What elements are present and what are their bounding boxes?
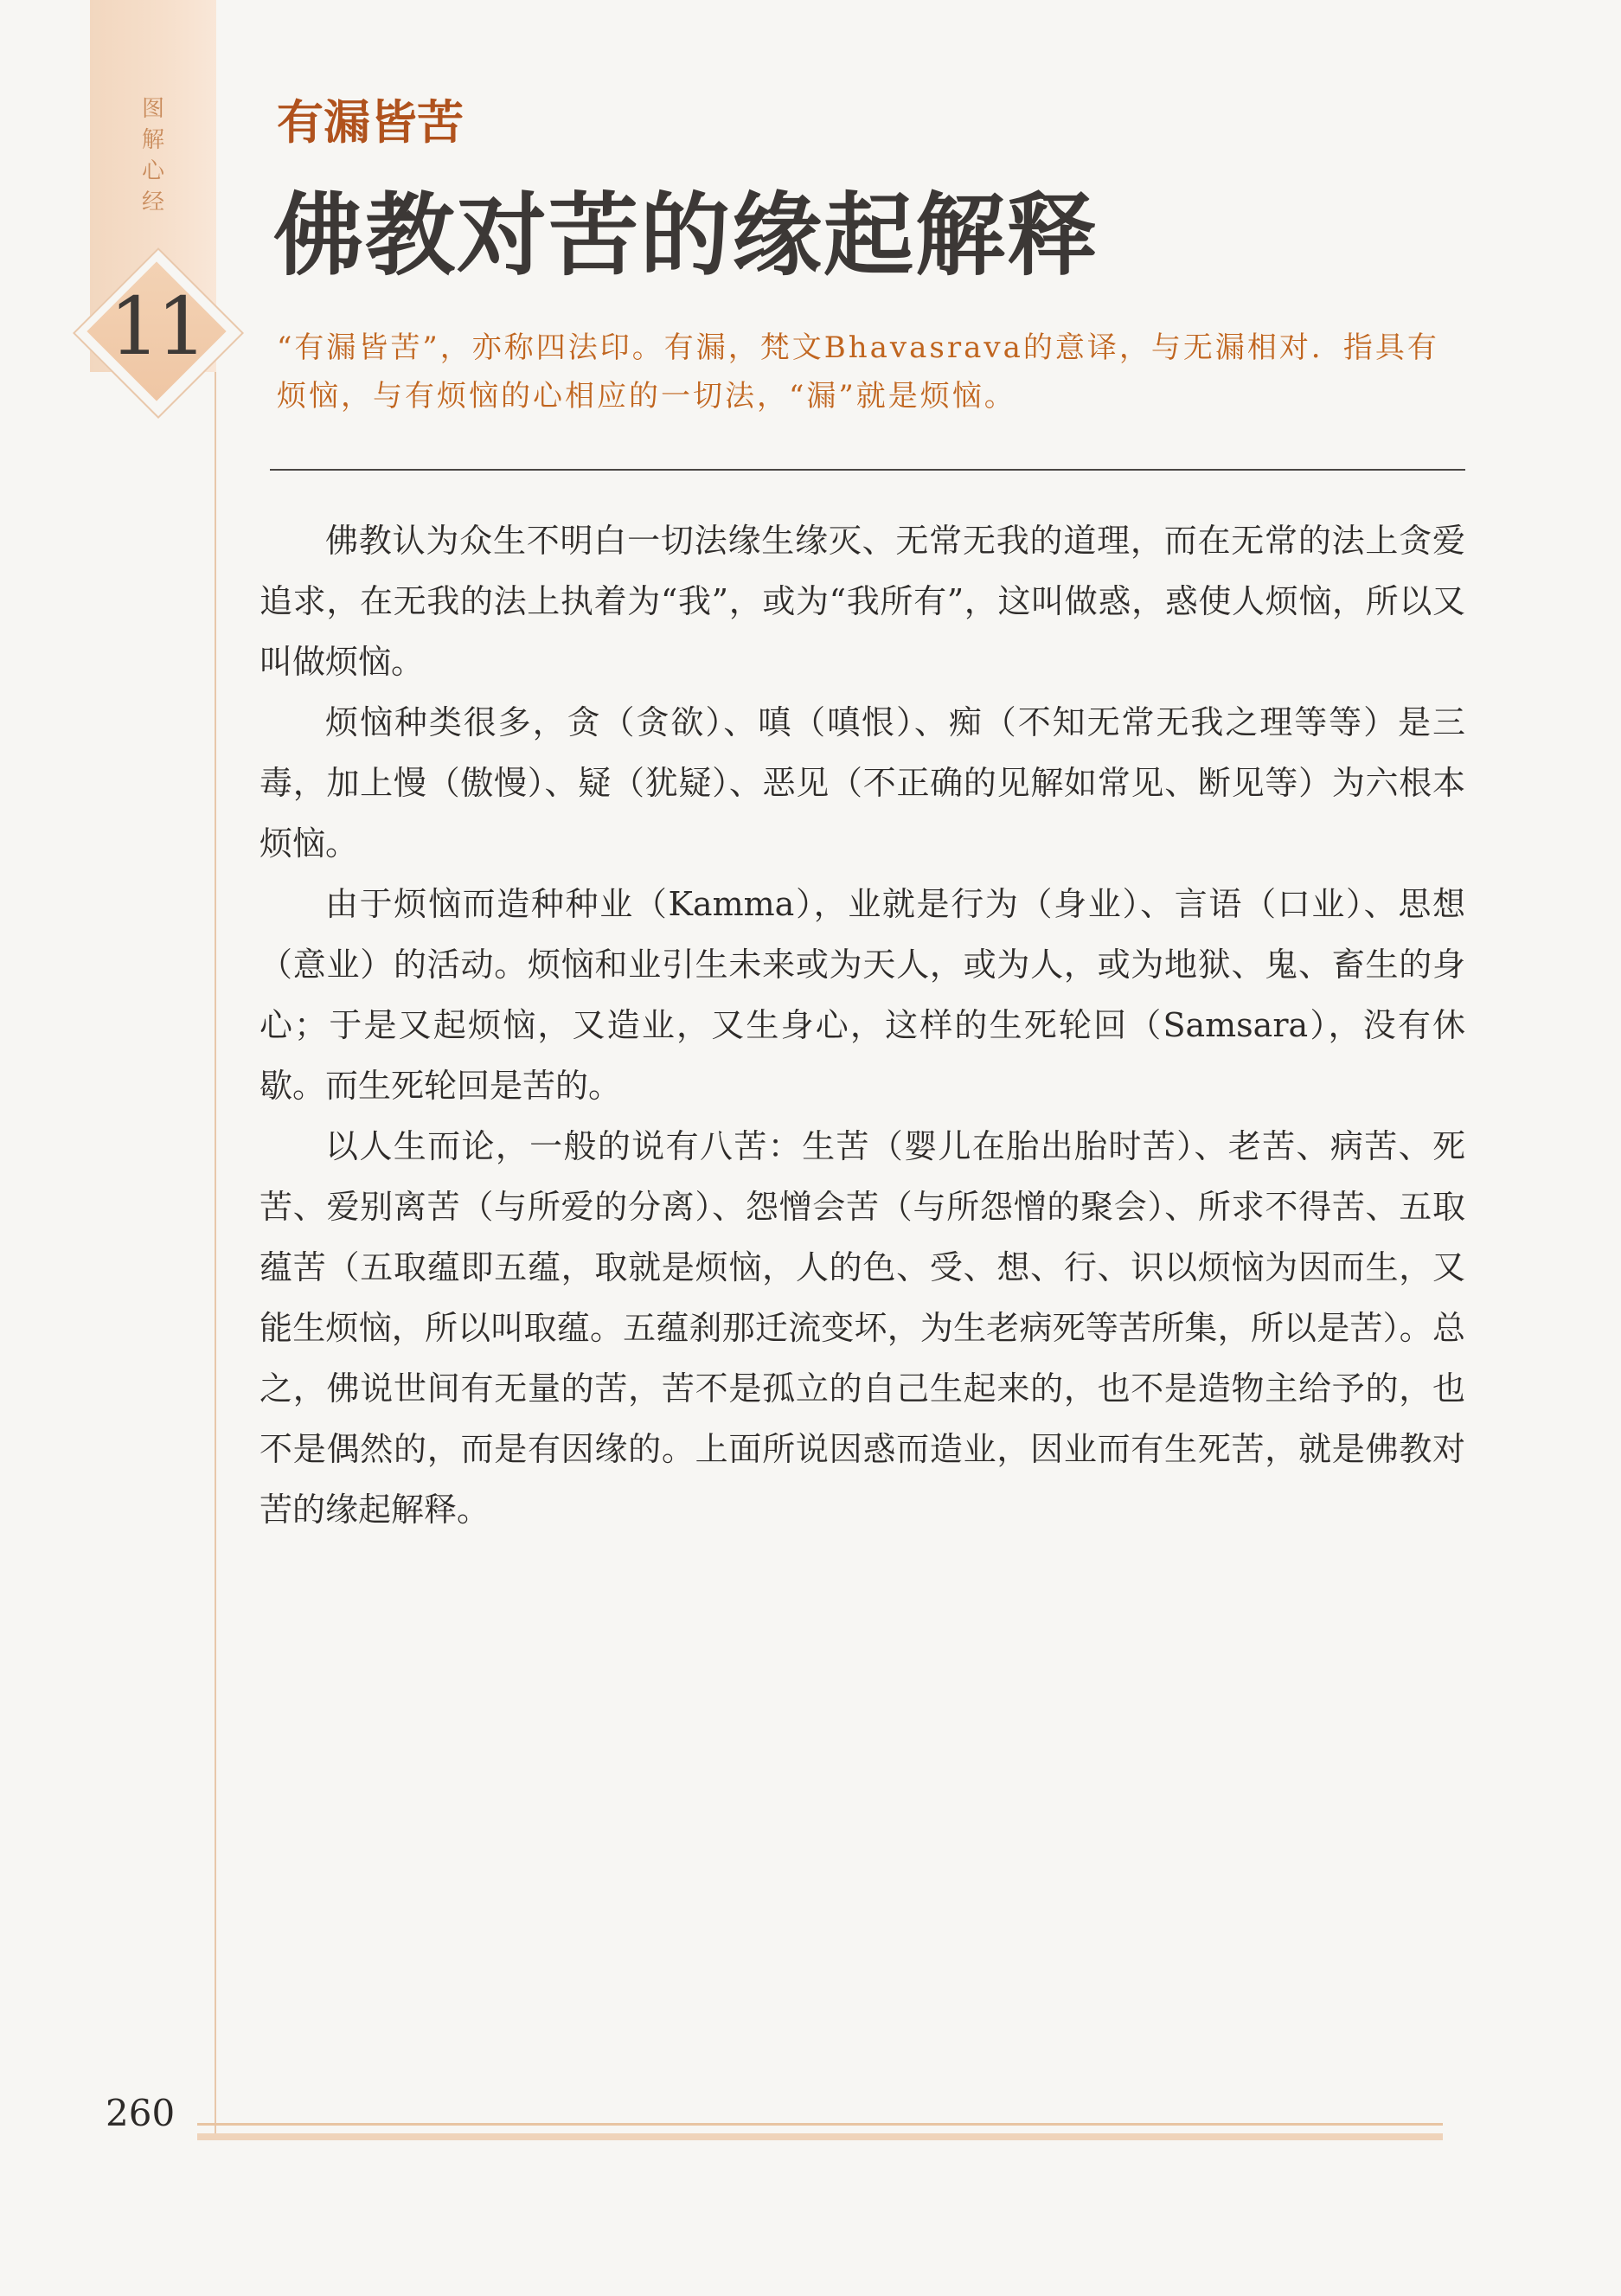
body-text: [259, 510, 1465, 1540]
paragraph: 佛教认为众生不明白一切法缘生缘灭、无常无我的道理，而在无常的法上贪爱追求，在无我的法上执着为“我”，或为“我所有”，这叫做惑，惑使人烦恼，所以又叫做烦恼。: [259, 522, 1465, 681]
paragraph: 烦恼种类很多，贪（贪欲）、嗔（嗔恨）、痴（不知无常无我之理等等）是三毒，加上慢（傲慢）、疑（犹疑）、恶见（不正确的见解如常见、断见等）为六根本烦恼。: [259, 703, 1465, 863]
book-title-char: 图: [141, 96, 164, 122]
chapter-number: 11: [109, 280, 204, 373]
book-title-char: 心: [141, 158, 164, 184]
intro-text: “有漏皆苦”，亦称四法印。有漏，梵文Bhavasrava的意译，与无漏相对．指具有烦恼，与有烦恼的心相应的一切法，“漏”就是烦恼。: [277, 330, 1439, 414]
chapter-badge: [76, 251, 237, 412]
book-title-vertical: [138, 93, 168, 218]
page-title: 佛教对苦的缘起解释: [273, 182, 1099, 288]
paragraph: 由于烦恼而造种种业（Kamma），业就是行为（身业）、言语（口业）、思想（意业）的活动。烦恼和业引生未来或为天人，或为人，或为地狱、鬼、畜生的身心；于是又起烦恼，又造业，又生身心，这样的生死轮回（Samsara），没有休歇。而生死轮回是苦的。: [259, 885, 1465, 1105]
footer-band: [197, 2133, 1443, 2140]
footer-rule: [197, 2123, 1443, 2126]
divider: [270, 469, 1465, 471]
margin-rule: [215, 372, 216, 2140]
book-title-char: 解: [141, 127, 164, 153]
book-title-char: 经: [141, 189, 164, 215]
paragraph: 以人生而论，一般的说有八苦：生苦（婴儿在胎出胎时苦）、老苦、病苦、死苦、爱别离苦（与所爱的分离）、怨憎会苦（与所怨憎的聚会）、所求不得苦、五取蕴苦（五取蕴即五蕴，取就是烦恼，人的色、受、想、行、识以烦恼为因而生，又能生烦恼，所以叫取蕴。五蕴刹那迁流变坏，为生老病死等苦所集，所以是苦）。总之，佛说世间有无量的苦，苦不是孤立的自己生起来的，也不是造物主给予的，也不是偶然的，而是有因缘的。上面所说因惑而造业，因业而有生死苦，就是佛教对苦的缘起解释。: [259, 1127, 1465, 1529]
section-subtitle: 有漏皆苦: [277, 94, 464, 150]
page-number: 260: [106, 2092, 176, 2134]
